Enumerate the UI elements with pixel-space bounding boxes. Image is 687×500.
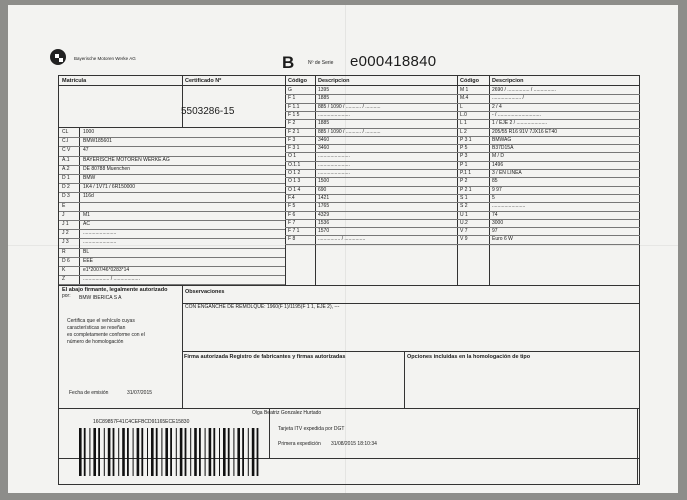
- id-row-value: DE 80788 Muenchen: [83, 165, 130, 172]
- row-divider: [285, 94, 457, 95]
- row-divider: [457, 119, 640, 120]
- id-row-code: D 6: [62, 257, 70, 264]
- mid-row-code: F 7: [288, 219, 296, 226]
- row-divider: [457, 194, 640, 195]
- mid-row-value: .......................: [318, 111, 350, 118]
- signer-label: El abajo firmante, legalmente autorizado: [62, 287, 168, 293]
- id-row-code: D 3: [62, 193, 70, 200]
- signer-company: BMW IBERICA S A: [79, 295, 122, 301]
- mid-row-value: 1395: [318, 87, 330, 93]
- row-divider: [285, 119, 457, 120]
- mid-row-value: .......................: [318, 170, 350, 176]
- cert-text-line: número de homologación: [67, 339, 124, 345]
- right-row-code: P 2: [460, 178, 468, 185]
- row-divider: [285, 194, 457, 195]
- divider: [182, 351, 640, 352]
- mid-row-value: 690: [318, 186, 327, 193]
- mid-row-value: 1885: [318, 120, 330, 127]
- id-row-value: ........................: [83, 239, 117, 246]
- id-row-value: M1: [83, 211, 90, 218]
- row-divider: [457, 169, 640, 170]
- right-row-code: M.4: [460, 95, 469, 102]
- right-row-code: S 2: [460, 203, 468, 210]
- id-row-value: ........................: [83, 230, 117, 237]
- barcode-code: 16C89857F41C4CEFBCD91165ECE15830: [93, 419, 190, 425]
- id-row-code: Z: [62, 276, 66, 283]
- barcode-bar: [127, 428, 129, 476]
- barcode-bar: [205, 428, 206, 476]
- id-row-code: J: [62, 211, 65, 218]
- row-divider: [457, 161, 640, 162]
- barcode-bar: [237, 428, 240, 476]
- right-row-value: ..................... /: [492, 95, 524, 102]
- observaciones-label: Observaciones: [185, 289, 225, 295]
- barcode-bar: [79, 428, 82, 476]
- mid-row-code: F 7 1: [288, 228, 300, 235]
- id-row-value: EEE: [83, 257, 94, 264]
- id-row-value: 1K4 / 1V71 / 6R150000: [83, 184, 135, 191]
- id-row-value: BL: [83, 248, 90, 255]
- barcode-bar: [161, 428, 162, 476]
- row-divider: [457, 227, 640, 228]
- right-row-code: U.2: [460, 219, 468, 226]
- right-row-code: S 1: [460, 194, 468, 201]
- row-divider: [285, 186, 457, 187]
- row-divider: [457, 144, 640, 145]
- id-row-value: 116d: [83, 193, 94, 200]
- mid-row-code: F 1: [288, 95, 296, 102]
- barcode-bar: [133, 428, 134, 476]
- row-divider: [59, 211, 285, 212]
- right-row-value: 85: [492, 178, 498, 185]
- row-divider: [457, 211, 640, 212]
- barcode-bar: [213, 428, 215, 476]
- right-row-code: P.1 1: [460, 170, 472, 176]
- divider: [59, 85, 457, 86]
- mid-row-value: ................ / ...............: [318, 236, 366, 243]
- barcode-bar: [118, 428, 119, 476]
- right-row-code: U 1: [460, 211, 468, 218]
- right-row-code: P 2 1: [460, 186, 472, 193]
- right-row-code: P 3 1: [460, 136, 472, 143]
- row-divider: [285, 144, 457, 145]
- barcode-bar: [137, 428, 140, 476]
- mid-row-code: F 3 1: [288, 145, 300, 152]
- barcode-bar: [199, 428, 201, 476]
- row-divider: [285, 235, 457, 236]
- id-row-value: 1000: [83, 129, 95, 135]
- mid-row-value: 885 / 1090 / ........... / ...........: [318, 103, 381, 110]
- barcode: [77, 428, 263, 476]
- row-divider: [59, 248, 285, 249]
- id-row-value: AC: [83, 221, 90, 227]
- row-divider: [285, 136, 457, 137]
- barcode-bar: [233, 428, 234, 476]
- barcode-bar: [242, 428, 244, 476]
- row-divider: [457, 186, 640, 187]
- itv-label: Tarjeta ITV expedida por DGT: [278, 426, 345, 432]
- mid-row-value: 1570: [318, 228, 330, 235]
- barcode-bar: [190, 428, 191, 476]
- mid-row-code: F 5: [288, 203, 296, 210]
- mid-row-code: F 2 1: [288, 128, 300, 135]
- id-row-code: K: [62, 267, 66, 273]
- row-divider: [457, 136, 640, 137]
- barcode-bar: [151, 428, 154, 476]
- right-row-value: 1496: [492, 161, 504, 168]
- id-row-value: BMW185601: [83, 138, 112, 145]
- observaciones-text: CON ENGANCHE DE REMOLQUE: 1960(F 1)/1195(F 1 1, EJE 2), ---: [185, 304, 340, 310]
- divider: [182, 285, 183, 408]
- mid-row-code: F 1.1: [288, 103, 300, 110]
- barcode-bar: [122, 428, 125, 476]
- mid-row-value: 1536: [318, 219, 330, 226]
- serial-label: Nº de Serie: [308, 60, 334, 66]
- right-row-code: L 2: [460, 128, 467, 135]
- mid-row-value: 3460: [318, 145, 330, 152]
- mid-row-code: F 2: [288, 120, 296, 127]
- barcode-bar: [257, 428, 259, 476]
- barcode-bar: [104, 428, 105, 476]
- mid-row-code: O 1 3: [288, 178, 301, 185]
- row-divider: [457, 202, 640, 203]
- barcode-bar: [108, 428, 111, 476]
- barcode-bar: [180, 428, 183, 476]
- row-divider: [285, 161, 457, 162]
- right-row-code: M 1: [460, 87, 469, 93]
- divider: [315, 76, 316, 285]
- barcode-bar: [185, 428, 187, 476]
- fecha-value: 31/07/2015: [127, 390, 153, 396]
- barcode-bar: [219, 428, 220, 476]
- right-row-code: L: [460, 103, 463, 110]
- divider: [79, 127, 80, 285]
- mid-row-code: O 1: [288, 153, 297, 160]
- row-divider: [457, 235, 640, 236]
- mid-row-code: F 3: [288, 136, 296, 143]
- right-row-value: B37D15A: [492, 145, 514, 152]
- right-row-code: P 1: [460, 161, 468, 168]
- mid-row-value: 1421: [318, 194, 330, 201]
- cert-text-line: Certifica que el vehículo cuyas: [67, 318, 135, 324]
- barcode-bar: [141, 428, 143, 476]
- row-divider: [285, 227, 457, 228]
- barcode-bar: [84, 428, 86, 476]
- mid-row-code: F 8: [288, 236, 296, 243]
- id-row-code: J 2: [62, 230, 69, 237]
- right-row-code: V 9: [460, 236, 468, 243]
- barcode-bar: [156, 428, 158, 476]
- row-divider: [285, 111, 457, 112]
- id-row-code: J 3: [62, 239, 69, 246]
- row-divider: [457, 94, 640, 95]
- row-divider: [285, 202, 457, 203]
- right-row-value: BMWAG: [492, 136, 512, 143]
- barcode-bar: [98, 428, 100, 476]
- right-row-code: L.0: [460, 111, 467, 118]
- mid-row-code: O.1.1: [288, 161, 301, 168]
- signer-por: por:: [62, 293, 71, 299]
- mid-row-value: 1765: [318, 203, 330, 210]
- fecha-label: Fecha de emisión: [69, 390, 109, 396]
- barcode-bar: [93, 428, 96, 476]
- id-row-value: 47: [83, 147, 89, 154]
- descripcion-header: Descripcion: [318, 78, 350, 84]
- mid-row-value: .......................: [318, 153, 350, 160]
- barcode-bar: [89, 428, 90, 476]
- row-divider: [59, 284, 285, 285]
- mid-row-code: F.4: [288, 194, 295, 201]
- barcode-bar: [170, 428, 172, 476]
- opciones-label: Opciones incluidas en la homologación de tipo: [407, 354, 531, 360]
- right-row-value: M / D: [492, 153, 504, 160]
- divider: [182, 76, 183, 128]
- id-row-value: ................... / ...................: [83, 276, 140, 283]
- form-type-letter: B: [282, 53, 295, 72]
- row-divider: [59, 202, 285, 203]
- brand-name: Bayerische Motoren Werke AG: [74, 56, 136, 61]
- id-row-code: E: [62, 202, 66, 209]
- descripcion-header: Descripcion: [492, 78, 524, 84]
- divider: [404, 351, 405, 408]
- barcode-bar: [248, 428, 249, 476]
- right-row-code: V 7: [460, 228, 468, 235]
- id-row-code: J 1: [62, 221, 69, 227]
- certificado-label: Certificado Nº: [185, 78, 222, 84]
- id-row-code: CL: [62, 129, 69, 135]
- row-divider: [457, 152, 640, 153]
- barcode-bar: [209, 428, 212, 476]
- id-row-value: BMW: [83, 175, 96, 181]
- mid-row-code: O 1 4: [288, 186, 301, 193]
- barcode-bar: [252, 428, 255, 476]
- divider: [59, 408, 640, 409]
- right-row-code: L 1: [460, 120, 467, 127]
- right-row-value: 2 / 4: [492, 103, 502, 110]
- id-row-value: e1*2007/46*0283*14: [83, 267, 130, 273]
- right-row-value: 3000: [492, 219, 504, 226]
- row-divider: [285, 219, 457, 220]
- form-grid: [58, 75, 640, 485]
- right-row-value: 9 97: [492, 186, 502, 193]
- right-row-value: - / ...............................: [492, 111, 541, 118]
- right-row-value: 97: [492, 228, 498, 235]
- primera-label: Primera expedición: [278, 441, 321, 447]
- mid-row-value: 885 / 1090 / ........... / ...........: [318, 128, 381, 135]
- cert-text-line: características se reseñan: [67, 325, 126, 331]
- id-row-code: C.I: [62, 138, 69, 145]
- mid-row-value: 3460: [318, 136, 330, 143]
- mid-row-value: 1500: [318, 178, 330, 185]
- id-row-code: R: [62, 248, 66, 255]
- divider: [285, 76, 286, 285]
- row-divider: [457, 219, 640, 220]
- mid-row-value: .......................: [318, 161, 350, 168]
- id-row-code: A.1: [62, 156, 70, 163]
- id-row-value: BAYERISCHE MOTOREN WERKE AG: [83, 156, 170, 163]
- row-divider: [59, 146, 285, 147]
- cert-text-line: es completamente conforme con el: [67, 332, 145, 338]
- mid-row-value: 4329: [318, 211, 330, 218]
- row-divider: [285, 152, 457, 153]
- bmw-logo-icon: [50, 49, 66, 65]
- row-divider: [457, 244, 640, 245]
- id-row-code: C V: [62, 147, 71, 154]
- right-row-value: 2690 / ................ / ................: [492, 87, 556, 93]
- barcode-bar: [223, 428, 226, 476]
- id-row-code: D 2: [62, 184, 70, 191]
- right-row-value: Euro 6 W: [492, 236, 513, 243]
- mid-row-code: F 1 5: [288, 111, 300, 118]
- right-row-value: 205/55 R16 91V 7JX16 ET40: [492, 128, 558, 135]
- right-row-code: P 3: [460, 153, 468, 160]
- codigo-header: Código: [460, 78, 479, 84]
- divider: [489, 76, 490, 285]
- barcode-bar: [176, 428, 177, 476]
- serial-number: e000418840: [350, 53, 437, 70]
- barcode-bar: [194, 428, 197, 476]
- row-divider: [285, 169, 457, 170]
- row-divider: [285, 211, 457, 212]
- row-divider: [285, 244, 457, 245]
- right-row-value: 74: [492, 211, 498, 218]
- divider: [457, 85, 640, 86]
- row-divider: [457, 111, 640, 112]
- barcode-bar: [147, 428, 148, 476]
- right-row-code: P 5: [460, 145, 468, 152]
- right-row-value: 5: [492, 194, 495, 201]
- row-divider: [59, 220, 285, 221]
- right-row-value: ........................: [492, 203, 526, 210]
- barcode-bar: [113, 428, 115, 476]
- mid-row-code: F 6: [288, 211, 296, 218]
- divider: [637, 408, 638, 485]
- id-row-code: D 1: [62, 175, 70, 181]
- divider: [59, 127, 285, 128]
- mid-row-code: O 1 2: [288, 170, 301, 176]
- id-row-code: A.2: [62, 165, 70, 172]
- firma-label: Firma autorizada Registro de fabricantes y firmas autorizadas: [184, 354, 346, 360]
- barcode-bar: [228, 428, 230, 476]
- document-sheet: [8, 5, 678, 493]
- row-divider: [457, 177, 640, 178]
- certificado-value: 5503286-15: [181, 106, 235, 117]
- mid-row-code: G: [288, 87, 292, 93]
- right-row-value: 3 / EN LINEA: [492, 170, 522, 176]
- row-divider: [457, 103, 640, 104]
- mid-row-value: 1885: [318, 95, 330, 102]
- row-divider: [285, 177, 457, 178]
- divider: [457, 76, 458, 285]
- codigo-header: Código: [288, 78, 307, 84]
- matricula-label: Matrícula: [62, 78, 87, 84]
- signer-name: Olga Beatriz Gonzalez Hurtado: [252, 410, 322, 416]
- right-row-value: 1 / EJE 2 / ......................: [492, 120, 548, 127]
- barcode-bar: [165, 428, 168, 476]
- primera-value: 31/08/2015 18:10:34: [331, 441, 377, 447]
